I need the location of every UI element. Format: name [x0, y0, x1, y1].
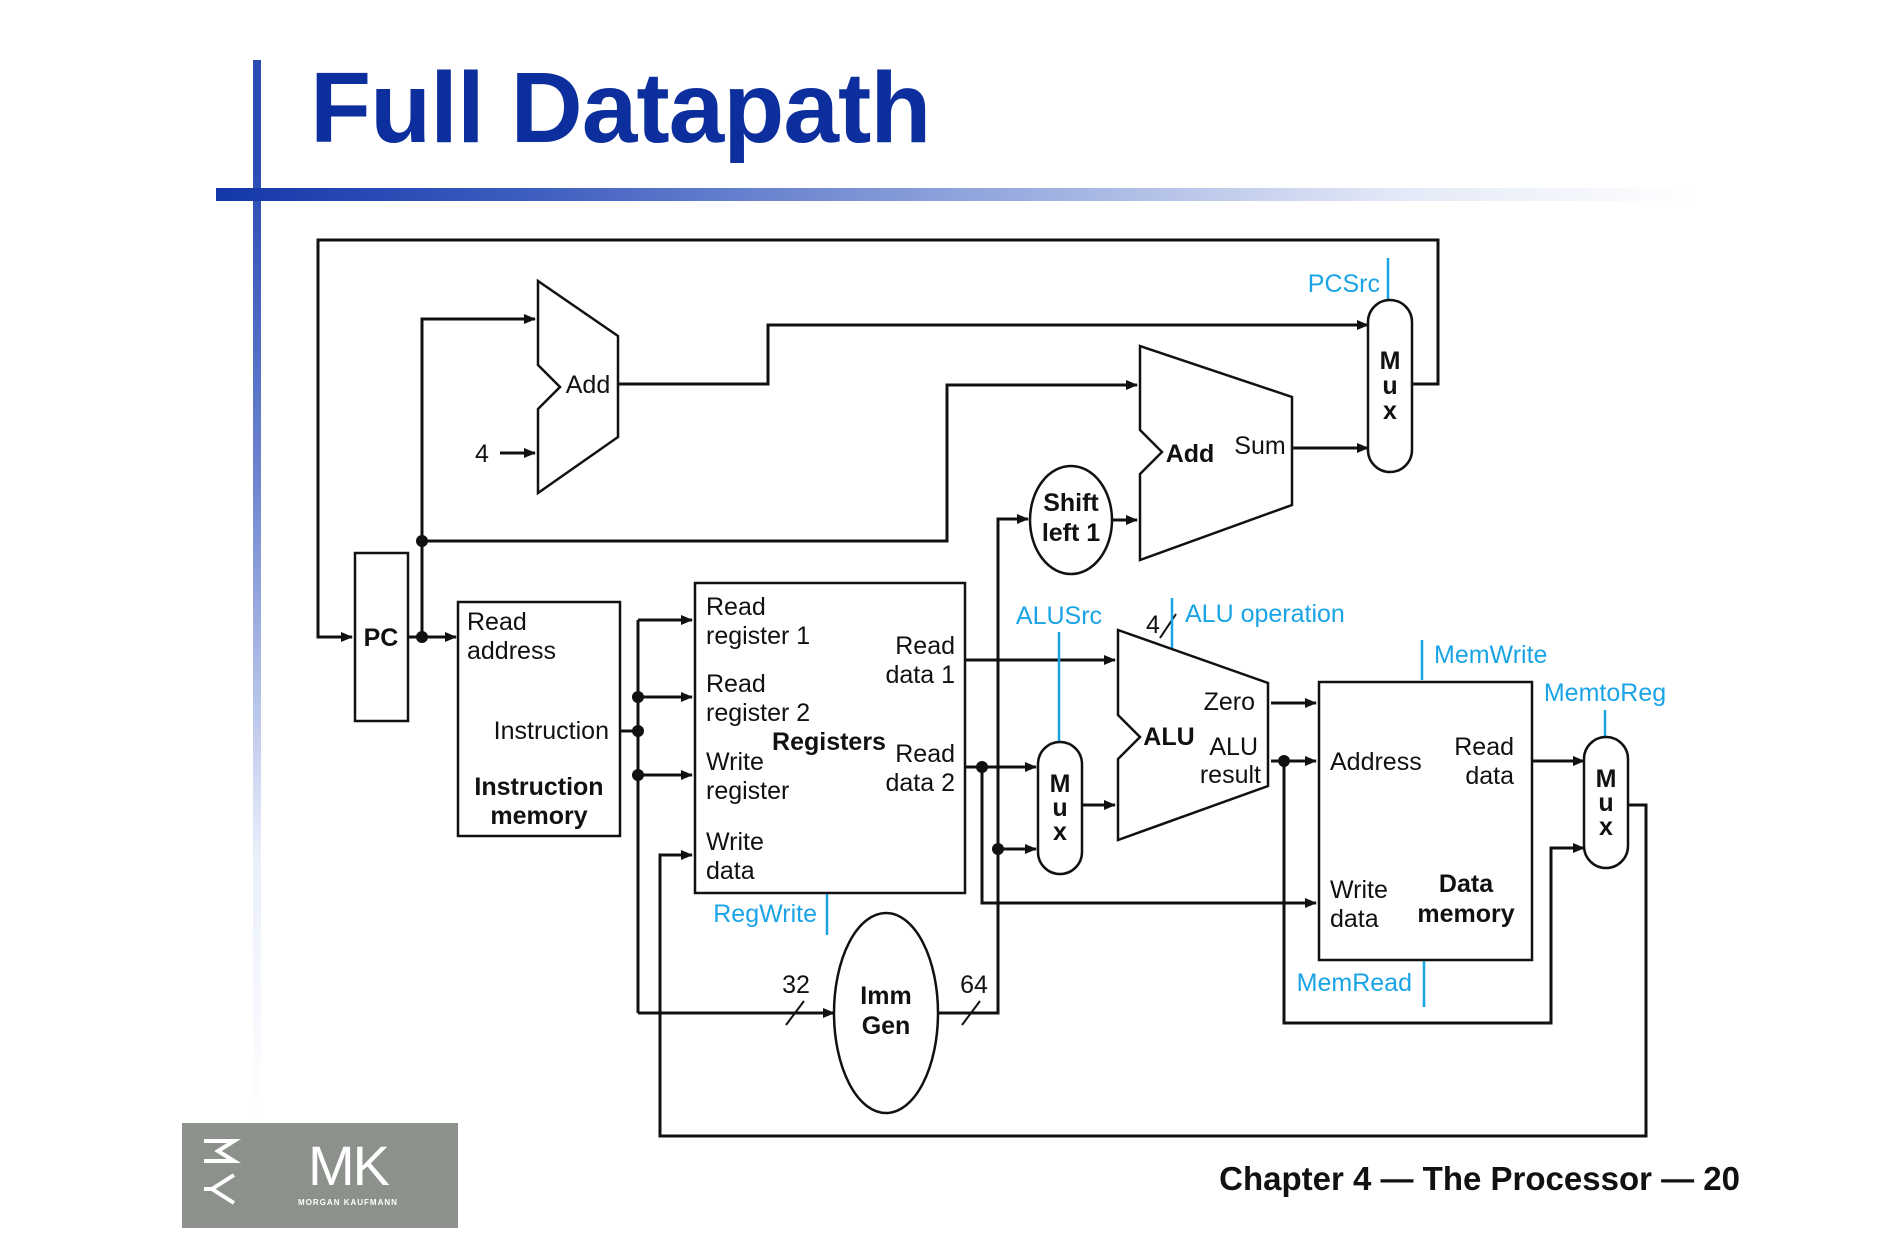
alu-result-label-2: result: [1199, 761, 1261, 789]
reg-read-data-2b: data 2: [885, 769, 955, 797]
reg-read-data-1a: Read: [895, 632, 955, 660]
imem-read-address-1: Read: [467, 608, 527, 636]
reg-write-register-b: register: [706, 777, 790, 805]
alu-zero-label: Zero: [1203, 688, 1255, 716]
mux-letter: M: [1379, 347, 1401, 375]
reg-read-register-1b: register 1: [706, 622, 811, 650]
wire-pc-plus-4: [618, 325, 1368, 384]
slide-footer: Chapter 4 — The Processor — 20: [1219, 1160, 1740, 1197]
reg-read-data-2a: Read: [895, 740, 955, 768]
junction-dot: [632, 725, 644, 737]
control-label-memwrite: MemWrite: [1434, 641, 1548, 669]
dmem-name-2: memory: [1417, 900, 1515, 928]
mux-letter: M: [1049, 770, 1071, 798]
reg-read-register-2b: register 2: [706, 699, 811, 727]
imem-instruction: Instruction: [493, 717, 609, 745]
dmem-name-1: Data: [1438, 870, 1494, 898]
control-label-alusrc: ALUSrc: [1015, 602, 1103, 630]
imm-gen-label-2: Gen: [861, 1012, 911, 1040]
junction-dot: [992, 843, 1004, 855]
junction-dot: [1278, 755, 1290, 767]
imem-name-1: Instruction: [474, 773, 604, 801]
dmem-read-data-2: data: [1465, 762, 1514, 790]
imem-name-2: memory: [490, 802, 588, 830]
imm-gen-label-1: Imm: [860, 982, 912, 1010]
dmem-address: Address: [1330, 748, 1422, 776]
logo-subtext: MORGAN KAUFMANN: [298, 1198, 398, 1207]
control-label-memread: MemRead: [1296, 969, 1412, 997]
shift-label-line2: left 1: [1041, 519, 1101, 547]
wire-pc-to-add: [422, 319, 535, 637]
slide-title: Full Datapath: [310, 52, 931, 164]
reg-write-register-a: Write: [706, 748, 764, 776]
bus-width-slash: [1160, 614, 1176, 638]
alu-result-label-1: ALU: [1209, 733, 1258, 761]
dmem-read-data-1: Read: [1454, 733, 1514, 761]
mux-letter: M: [1595, 765, 1617, 793]
control-label-memtoreg: MemtoReg: [1543, 679, 1667, 707]
mux-letter: u: [1052, 794, 1068, 822]
junction-dot: [632, 769, 644, 781]
pc-adder-label: Add: [565, 371, 611, 399]
mux-letter: x: [1599, 813, 1613, 841]
shift-label-line1: Shift: [1043, 489, 1099, 517]
branch-adder-label: Add: [1165, 440, 1215, 468]
junction-dot: [976, 761, 988, 773]
pc-label: PC: [363, 624, 399, 652]
morgan-kaufmann-logo: [182, 1123, 458, 1228]
imm-in-bits: 32: [782, 971, 810, 999]
junction-dot: [632, 691, 644, 703]
junction-dot: [416, 535, 428, 547]
reg-read-register-2a: Read: [706, 670, 766, 698]
alu-label: ALU: [1143, 723, 1195, 751]
reg-write-data-b: data: [706, 857, 755, 885]
reg-read-register-1a: Read: [706, 593, 766, 621]
mux-letter: x: [1053, 818, 1067, 846]
const-four-label: 4: [475, 440, 489, 468]
junction-dot: [416, 631, 428, 643]
control-label-pcsrc: PCSrc: [1307, 270, 1380, 298]
morgan-kaufmann-logo-icon: [182, 1123, 458, 1228]
imem-read-address-2: address: [467, 637, 556, 665]
logo-text: MK: [308, 1134, 388, 1197]
wire-imm-to-shift: [998, 519, 1028, 849]
alu-op-bits: 4: [1146, 611, 1160, 639]
dmem-write-data-1: Write: [1330, 876, 1388, 904]
mux-letter: u: [1598, 789, 1614, 817]
control-label-alu-operation: ALU operation: [1185, 600, 1345, 628]
registers-name: Registers: [772, 728, 886, 756]
dmem-write-data-2: data: [1330, 905, 1379, 933]
reg-read-data-1b: data 1: [885, 661, 955, 689]
control-label-regwrite: RegWrite: [713, 900, 817, 928]
sum-label: Sum: [1234, 432, 1286, 460]
mux-letter: x: [1383, 397, 1397, 425]
mux-letter: u: [1382, 372, 1398, 400]
reg-write-data-a: Write: [706, 828, 764, 856]
imm-out-bits: 64: [960, 971, 988, 999]
